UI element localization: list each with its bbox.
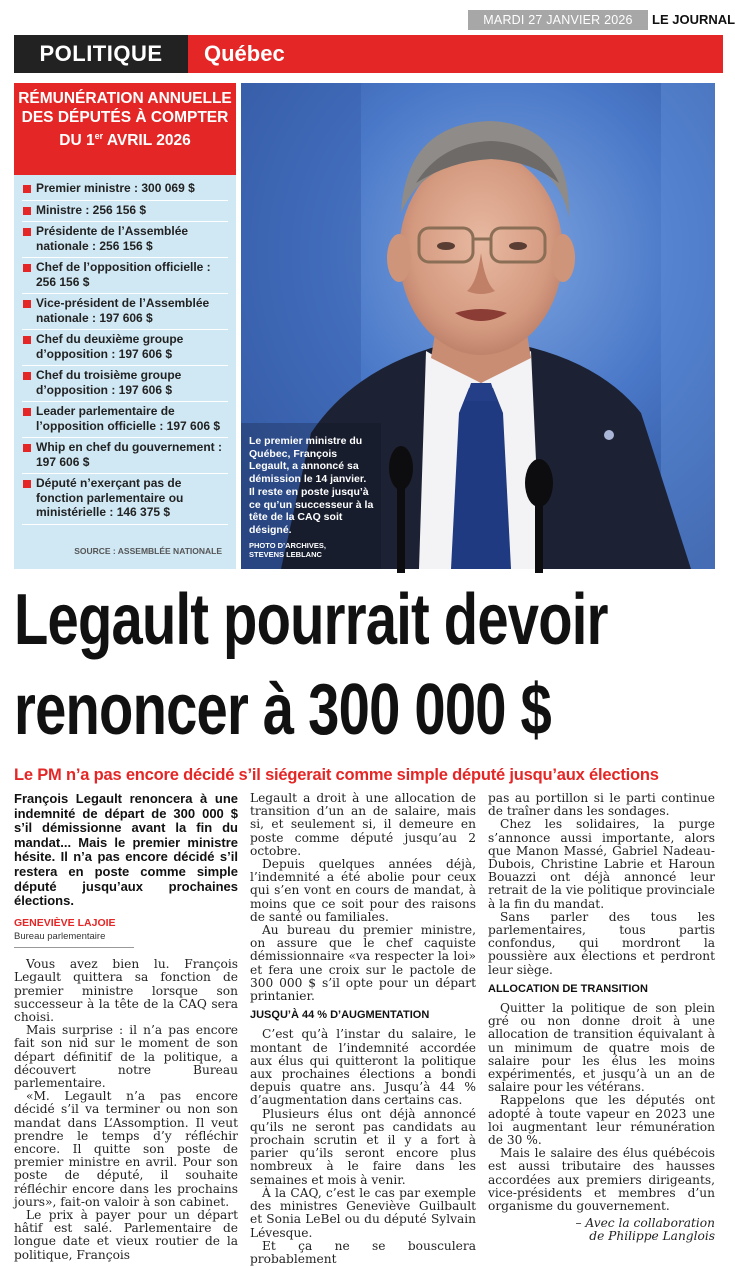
square-bullet-icon	[23, 336, 31, 344]
sidebar-title-line: DU 1er AVRIL 2026	[59, 131, 191, 150]
intertitle: ALLOCATION DE TRANSITION	[488, 982, 648, 995]
square-bullet-icon	[23, 228, 31, 236]
list-item: Whip en chef du gouvernement : 197 606 $	[22, 438, 228, 474]
paragraph: Et ça ne se bousculera probablement	[250, 1238, 476, 1266]
paragraph: Sans parler des tous les parlementaires, tous partis confondus, qui mordront la poussière aux élections et perdront leur siège.	[488, 909, 715, 977]
sidebar-title-line: RÉMUNÉRATION ANNUELLE	[18, 90, 232, 107]
square-bullet-icon	[23, 264, 31, 272]
list-item: Ministre : 256 156 $	[22, 201, 228, 223]
list-item: Présidente de l’Assemblée nationale : 256 156 $	[22, 222, 228, 258]
salary-sidebar	[14, 83, 236, 569]
article-column-2	[250, 792, 476, 1266]
paragraph: À la CAQ, c’est le cas par exemple des ministres Geneviève Guilbault et Sonia LeBel ou du député Sylvain Lévesque.	[250, 1185, 476, 1240]
date-bar	[468, 10, 735, 30]
photo-caption: Le premier ministre du Québec, François Legault, a annoncé sa démission le 14 janvier. Il reste en poste jusqu’à ce qu’un successeur à la tête de la CAQ soit désigné.	[249, 435, 374, 536]
paragraph: pas au portillon si le parti continue de traîner dans les sondages.	[488, 791, 715, 819]
paragraph: Mais le salaire des élus québécois est aussi tributaire des hausses accordées aux premiers dirigeants, vice-présidents et membres d’un organisme du gouvernement.	[488, 1146, 715, 1214]
article-column-3	[488, 792, 715, 1243]
paragraph: C’est qu’à l’instar du salaire, le montant de l’indemnité accordée aux élus qui quitteront la politique aux prochaines élections a bondi depuis quatre ans. Jusqu’à 44 % d’augmentation dans certains cas.	[250, 1027, 476, 1108]
sidebar-title	[14, 83, 236, 175]
headline-line-2: renoncer à 300 000 $	[14, 670, 552, 750]
signoff	[488, 1217, 715, 1243]
intertitle: JUSQU’À 44 % D’AUGMENTATION	[250, 1009, 430, 1022]
sidebar-title-line: DES DÉPUTÉS À COMPTER	[21, 109, 229, 126]
subsection-label: Québec	[204, 41, 285, 66]
paragraph: «M. Legault n’a pas encore décidé s’il va terminer ou non son mandat dans L’Assomption. Il veut prendre le temps d’y réfléchir encore. Il quitte son poste de premier ministre en avril. Pour son poste de député, il souhaite réfléchir encore dans les prochains jours», fait-on valoir à son cabinet.	[14, 1089, 238, 1209]
sidebar-source: SOURCE : ASSEMBLÉE NATIONALE	[74, 546, 222, 556]
paragraph: Au bureau du premier ministre, on assure que le chef caquiste démissionnaire «va respecter la loi» et fera une croix sur le pactole de 300 000 $ s’il opte pour un départ printanier.	[250, 923, 476, 1004]
paragraph: Quitter la politique de son plein gré ou non donne droit à une allocation de transition équivalant à un minimum de quatre mois de salaire pour les élus les moins expérimentés, et jusqu’à un an de salaire pour les vétérans.	[488, 1001, 715, 1095]
author-role: Bureau parlementaire	[14, 930, 134, 948]
square-bullet-icon	[23, 207, 31, 215]
list-item: Premier ministre : 300 069 $	[22, 179, 228, 201]
photo-credit	[249, 541, 374, 559]
photo-credit-line: PHOTO D’ARCHIVES,	[249, 541, 326, 550]
square-bullet-icon	[23, 300, 31, 308]
photo-credit-line: STEVENS LEBLANC	[249, 550, 322, 559]
signoff-line: – Avec la collaboration	[575, 1216, 715, 1231]
publication-name: LE JOURNAL	[652, 12, 735, 27]
list-item: Leader parlementaire de l’opposition officielle : 197 606 $	[22, 402, 228, 438]
section-band	[14, 35, 723, 73]
square-bullet-icon	[23, 480, 31, 488]
subheadline: Le PM n’a pas encore décidé s’il siégerait comme simple député jusqu’aux élections	[14, 766, 659, 784]
paragraph: Depuis quelques années déjà, l’indemnité a été abolie pour ceux qui s’en vont en cours de mandat, à moins que ce soit pour des raisons de santé ou familiales.	[250, 857, 476, 924]
paragraph: Chez les solidaires, la purge s’annonce aussi importante, alors que Manon Massé, Gabriel Nadeau-Dubois, Christine Labrie et Haroun Bouazzi ont déjà annoncé leur retrait de la vie politique provinciale à la fin du mandat.	[488, 817, 715, 911]
article-column-1	[14, 792, 238, 1262]
paragraph: Vous avez bien lu. François Legault quittera sa fonction de premier ministre lorsque son successeur à la tête de la CAQ sera choisi.	[14, 957, 238, 1024]
list-item: Vice-président de l’Assemblée nationale : 197 606 $	[22, 294, 228, 330]
square-bullet-icon	[23, 408, 31, 416]
paragraph: Mais surprise : il n’a pas encore fait son nid sur le moment de son départ définitif de la politique, a découvert notre Bureau parlementaire.	[14, 1023, 238, 1090]
list-item: Chef du deuxième groupe d’opposition : 197 606 $	[22, 330, 228, 366]
author-name: GENEVIÈVE LAJOIE	[14, 916, 116, 929]
section-label: POLITIQUE	[14, 35, 188, 73]
list-item: Chef de l’opposition officielle : 256 156 $	[22, 258, 228, 294]
publication-date: MARDI 27 JANVIER 2026	[468, 10, 648, 30]
square-bullet-icon	[23, 372, 31, 380]
list-item: Chef du troisième groupe d’opposition : 197 606 $	[22, 366, 228, 402]
signoff-line: de Philippe Langlois	[589, 1229, 715, 1244]
list-item: Député n’exerçant pas de fonction parlementaire ou ministérielle : 146 375 $	[22, 474, 228, 525]
paragraph: Plusieurs élus ont déjà annoncé qu’ils ne seront pas candidats au prochain scrutin et il y a fort à parier qu’ils seront encore plus nombreux à le faire dans les semaines et mois à venir.	[250, 1106, 476, 1187]
article-lede: François Legault renoncera à une indemnité de départ de 300 000 $ s’il démissionne avant la fin du mandat... Mais le premier ministre hésite. Il n’a pas encore décidé s’il restera en poste comme simple député jusqu’aux prochaines élections.	[14, 791, 238, 909]
square-bullet-icon	[23, 185, 31, 193]
square-bullet-icon	[23, 444, 31, 452]
paragraph: Legault a droit à une allocation de transition d’un an de salaire, mais si, et seulement si, il demeure en poste comme député jusqu’au 2 octobre.	[250, 791, 476, 858]
paragraph: Rappelons que les députés ont adopté à toute vapeur en 2023 une loi augmentant leur rémunération de 30 %.	[488, 1093, 715, 1148]
salary-list	[22, 179, 228, 525]
headline-line-1: Legault pourrait devoir	[14, 580, 608, 660]
paragraph: Le prix à payer pour un départ hâtif est salé. Parlementaire de longue date et vieux routier de la politique, François	[14, 1208, 238, 1262]
